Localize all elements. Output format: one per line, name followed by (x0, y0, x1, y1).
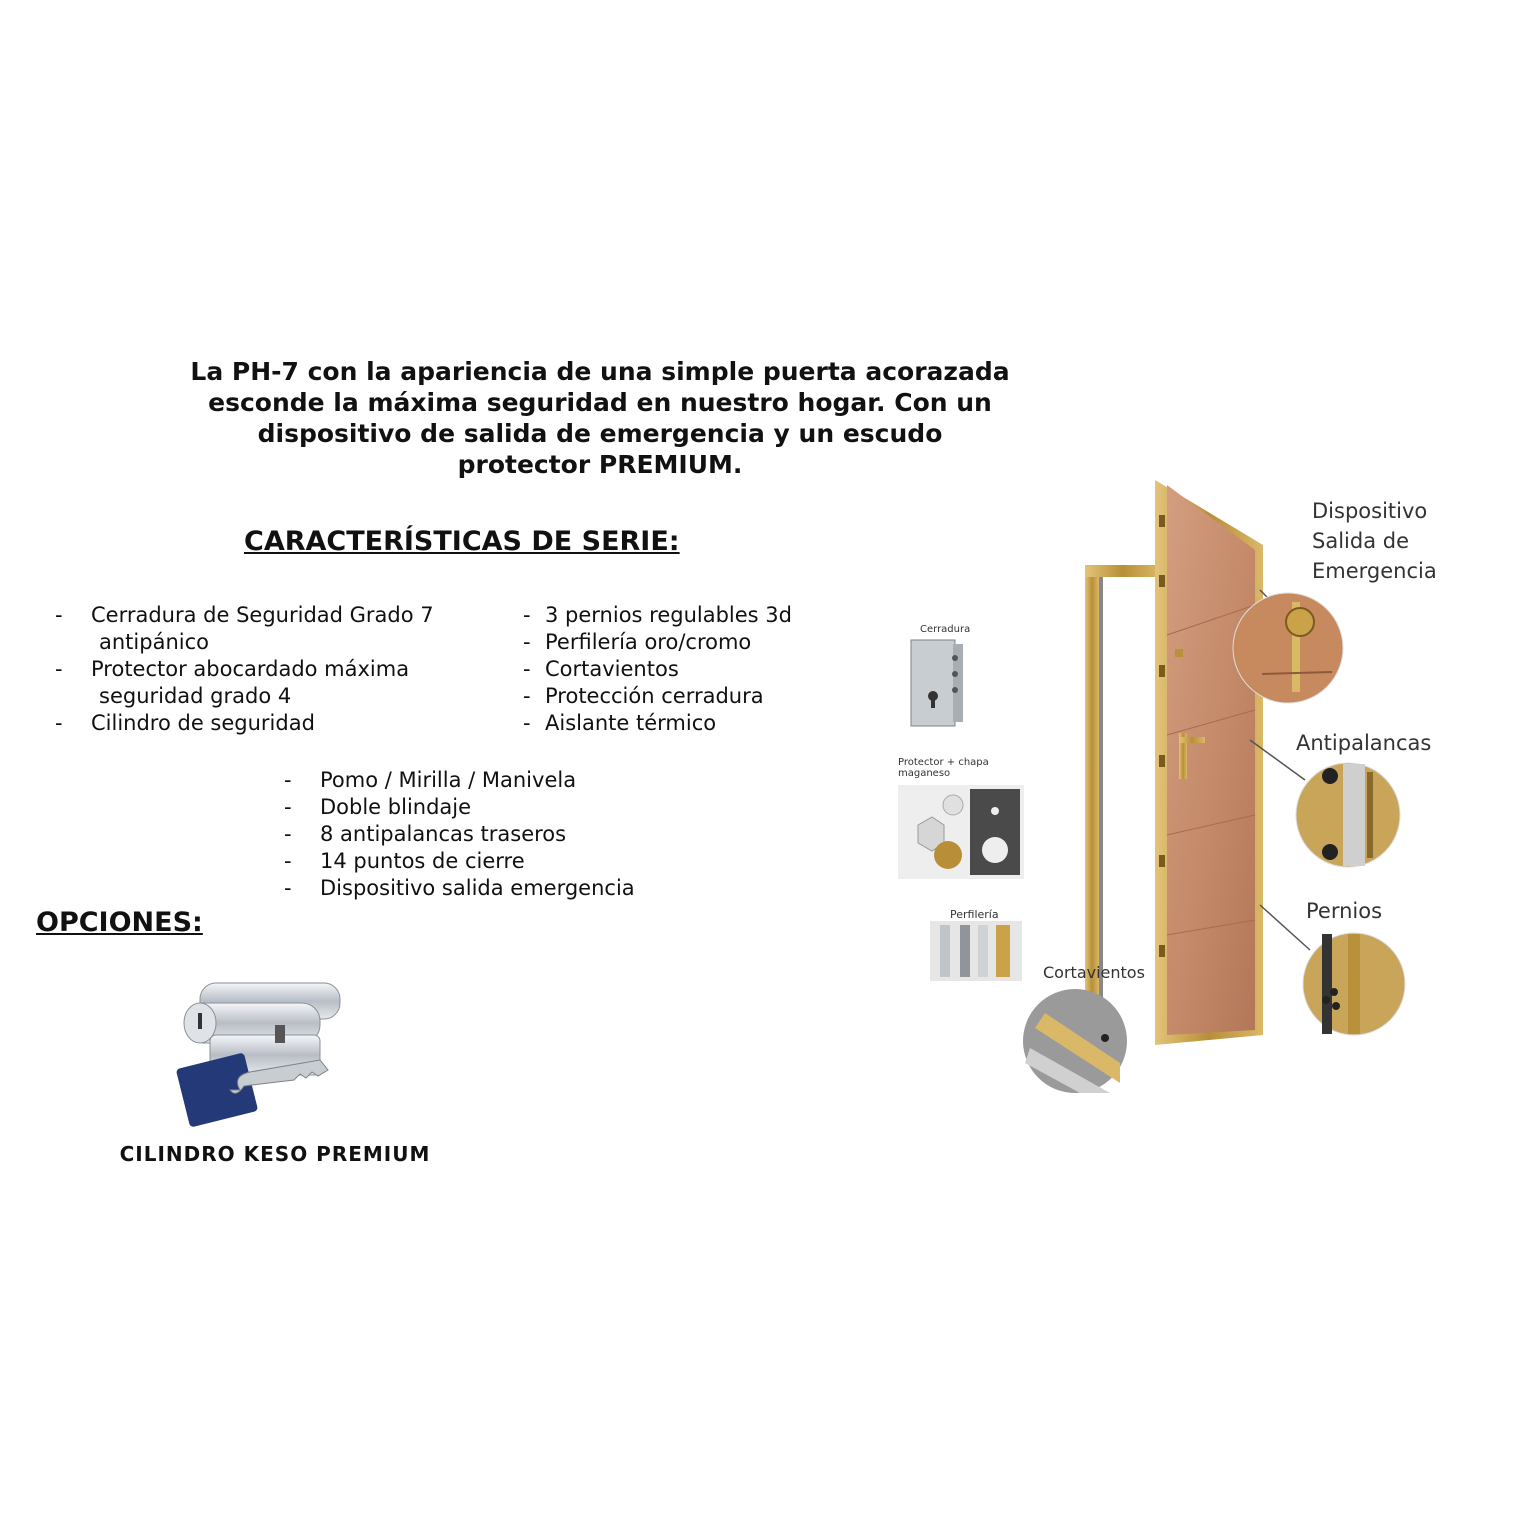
list-item: - Protección cerradura (523, 684, 764, 708)
label-cerradura: Cerradura (920, 624, 971, 635)
features-right-list (523, 602, 853, 737)
pernios-detail (1302, 932, 1406, 1036)
cortavientos-detail (1020, 988, 1130, 1094)
list-item: - Aislante térmico (523, 711, 717, 735)
label-protector: Protector + chapa maganeso (898, 757, 989, 779)
list-item: - Cortavientos (523, 657, 679, 681)
list-item: - 14 puntos de cierre (284, 849, 525, 873)
list-item: - Pomo / Mirilla / Manivela (284, 768, 577, 792)
list-item: - 3 pernios regulables 3d (523, 603, 792, 627)
list-item: - Cilindro de seguridad (55, 711, 315, 735)
emergency-device-detail (1232, 592, 1344, 704)
label-cortavientos: Cortavientos (1043, 963, 1145, 982)
label-pernios: Pernios (1306, 899, 1383, 923)
features-center-list (284, 767, 704, 902)
label-antipalancas: Antipalancas (1296, 731, 1432, 755)
intro-text: La PH-7 con la apariencia de una simple puerta acorazada esconde la máxima seguridad en nuestro hogar. Con un dispositivo de salida de emergencia y un escudo protector PREMIUM. (190, 357, 1010, 479)
cerradura-image (905, 636, 967, 730)
perfileria-image (930, 921, 1022, 981)
label-dispositivo: Dispositivo Salida de Emergencia (1312, 499, 1437, 583)
list-item: - Protector abocardado máxima seguridad grado 4 (55, 657, 410, 708)
list-item: - Doble blindaje (284, 795, 472, 819)
label-perfileria: Perfilería (950, 908, 999, 921)
options-title: OPCIONES: (36, 907, 203, 938)
cylinder-caption: CILINDRO KESO PREMIUM (119, 1142, 431, 1166)
list-item: - Perfilería oro/cromo (523, 630, 752, 654)
list-item: - Dispositivo salida emergencia (284, 876, 635, 900)
keso-cylinder-image (170, 965, 350, 1135)
features-left-list (55, 602, 495, 737)
list-item: - Cerradura de Seguridad Grado 7 antipánico (55, 603, 434, 654)
features-title: CARACTERÍSTICAS DE SERIE: (244, 526, 680, 557)
antipalancas-detail (1295, 762, 1401, 868)
protector-image (898, 785, 1024, 879)
list-item: - 8 antipalancas traseros (284, 822, 567, 846)
